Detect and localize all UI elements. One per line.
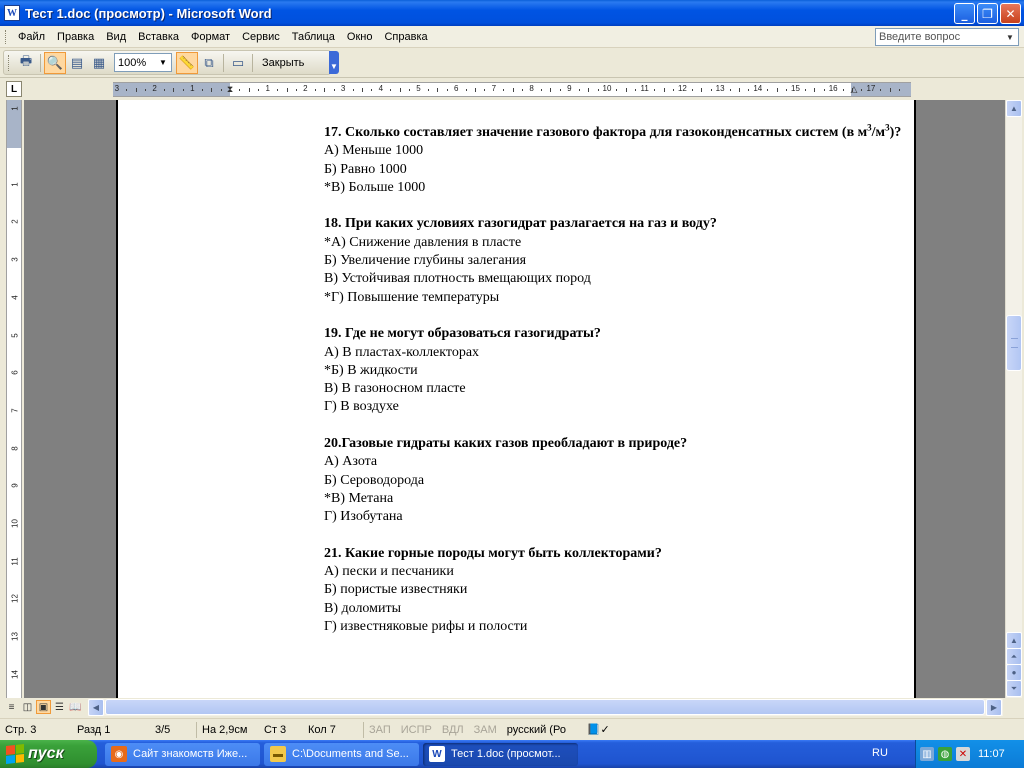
window-title: Тест 1.doc (просмотр) - Microsoft Word: [25, 5, 272, 21]
answer: *В) Метана: [324, 490, 394, 506]
window-controls: [954, 3, 1021, 24]
ruler-tick-mark: [296, 89, 297, 91]
ruler-tick-mark: [239, 89, 240, 91]
system-tray: [915, 740, 1024, 768]
ruler-tick-mark: [880, 89, 881, 91]
ruler-tick-mark: [767, 89, 768, 91]
paragraph-gap: [324, 197, 964, 215]
status-column: Кол 7: [308, 723, 336, 736]
menu-help[interactable]: Справка: [384, 30, 428, 43]
toolbar-separator: [223, 54, 224, 72]
ruler-tick-mark: [843, 89, 844, 91]
status-position: На 2,9см: [202, 723, 248, 736]
question-text: )?: [889, 125, 902, 140]
zoom-select[interactable]: [114, 53, 172, 72]
ruler-tick-mark: [211, 88, 212, 92]
answer: В) В газоносном пласте: [324, 381, 466, 397]
answer: Г) Изобутана: [324, 509, 403, 525]
answer: В) Устойчивая плотность вмещающих пород: [324, 271, 591, 287]
ruler-tick-mark: [400, 88, 401, 92]
close-window-button[interactable]: ✕: [1000, 3, 1021, 24]
ruler-tick-label: 11: [10, 557, 20, 566]
question-text: . При каких условиях газогидрат разлагается на газ и воду?: [338, 216, 717, 232]
clock: 11:07: [978, 748, 1005, 760]
print-icon[interactable]: 🖶: [19, 52, 33, 68]
answer: Б) Сероводорода: [324, 472, 425, 488]
ruler-tick-mark: [277, 89, 278, 91]
browse-object-icon[interactable]: ●: [1006, 664, 1022, 681]
ruler-tick-label: 12: [677, 84, 687, 93]
outline-view-icon[interactable]: ☰: [55, 701, 64, 713]
ruler-tick-mark: [739, 88, 740, 92]
question-number: 18: [324, 216, 338, 232]
network-disconnected-icon[interactable]: ✕: [956, 747, 970, 761]
print-view-icon[interactable]: ▣: [36, 700, 51, 714]
taskbar-item-firefox[interactable]: [105, 743, 260, 766]
ruler-tick-mark: [362, 88, 363, 92]
taskbar: [0, 740, 1024, 768]
horizontal-ruler[interactable]: [113, 82, 911, 97]
question-text: . Сколько составляет значение газового фактора для газоконденсатных систем (в м: [338, 125, 868, 140]
ruler-tick-mark: [626, 88, 627, 92]
status-extend[interactable]: ВДЛ: [441, 723, 464, 736]
ruler-tick-mark: [748, 89, 749, 91]
ruler-tick-mark: [324, 88, 325, 92]
web-view-icon[interactable]: ◫: [22, 701, 33, 713]
scroll-up-icon[interactable]: ▲: [1006, 100, 1022, 117]
ruler-tick-mark: [616, 89, 617, 91]
ruler-tick-mark: [447, 89, 448, 91]
vertical-ruler[interactable]: [6, 100, 22, 698]
ruler-tick-label: 2: [152, 84, 157, 93]
ruler-tick-mark: [522, 89, 523, 91]
superscript: 3: [867, 122, 872, 133]
answer: *Б) В жидкости: [324, 362, 418, 378]
ruler-tick-mark: [315, 89, 316, 91]
ruler-tick-label: 3: [114, 84, 120, 93]
paragraph-gap: [324, 307, 964, 325]
ruler-tick-label: 15: [791, 84, 800, 93]
ruler-tick-mark: [466, 89, 467, 91]
multiple-pages-icon[interactable]: ▦: [92, 54, 106, 70]
task-label: Сайт знакомств Иже...: [133, 748, 248, 760]
taskbar-item-word[interactable]: [423, 743, 578, 766]
view-buttons: [4, 700, 83, 714]
chevron-down-icon[interactable]: ▼: [159, 58, 167, 67]
menu-bar: [0, 26, 1024, 48]
question-18: [324, 215, 964, 233]
answer: *А) Снижение давления в пласте: [324, 234, 522, 250]
question-number: 19: [324, 326, 338, 342]
ruler-tick-mark: [711, 89, 712, 91]
answer: Б) Равно 1000: [324, 161, 407, 177]
answer: Б) Увеличение глубины залегания: [324, 253, 527, 269]
ruler-tick-mark: [126, 89, 127, 91]
question-number: 17: [324, 125, 338, 140]
toolbar-separator: [40, 54, 41, 72]
ruler-tick-label: 9: [10, 483, 20, 489]
tab-selector[interactable]: L: [6, 81, 22, 97]
ruler-tick-mark: [503, 89, 504, 91]
document-text[interactable]: [324, 124, 964, 636]
ruler-toggle-icon[interactable]: 📏: [176, 52, 198, 74]
ruler-tick-mark: [249, 88, 250, 92]
ruler-tick-mark: [334, 89, 335, 91]
ruler-tick-mark: [390, 89, 391, 91]
task-label: C:\Documents and Se...: [292, 748, 409, 760]
ruler-tick-mark: [484, 89, 485, 91]
scroll-up-icon[interactable]: ▲: [1006, 632, 1022, 649]
question-text: . Какие горные породы могут быть коллекторами?: [338, 545, 662, 561]
ruler-tick-mark: [635, 89, 636, 91]
firefox-icon: ◉: [111, 746, 127, 762]
question-text: .Газовые гидраты каких газов преобладают в природе?: [338, 436, 688, 452]
ruler-tick-label: 1: [265, 84, 270, 93]
ruler-tick-label: 7: [10, 408, 20, 413]
question-19: [324, 325, 964, 343]
ruler-tick-label: 2: [10, 219, 20, 225]
menu-grip[interactable]: [5, 30, 8, 44]
single-page-icon[interactable]: ▤: [70, 54, 84, 70]
question-text: /м: [871, 125, 886, 140]
ruler-tick-mark: [664, 88, 665, 92]
ruler-tick-mark: [560, 89, 561, 91]
question-21: [324, 545, 964, 563]
superscript: 3: [885, 122, 890, 133]
ruler-tick-label: 9: [567, 84, 572, 93]
document-area[interactable]: [24, 100, 1005, 698]
ruler-tick-mark: [579, 89, 580, 91]
minimize-button[interactable]: _: [954, 3, 975, 24]
reading-view-icon[interactable]: 📖: [69, 701, 82, 713]
answer: *В) Больше 1000: [324, 179, 426, 195]
help-search-input[interactable]: [875, 28, 1019, 46]
ruler-tick-label: 13: [715, 84, 725, 93]
status-section: Разд 1: [77, 723, 111, 736]
task-label: Тест 1.doc (просмот...: [451, 748, 561, 760]
ruler-tick-label: 3: [340, 84, 346, 93]
maximize-button[interactable]: ❐: [977, 3, 998, 24]
ruler-tick-mark: [164, 89, 165, 91]
ruler-tick-mark: [258, 89, 259, 91]
status-pages: 3/5: [155, 723, 171, 736]
ruler-tick-mark: [173, 88, 174, 92]
ruler-tick-mark: [805, 89, 806, 91]
vertical-scrollbar[interactable]: [1005, 100, 1022, 698]
ruler-tick-label: 16: [828, 84, 838, 93]
toolbar-grip[interactable]: [8, 55, 11, 71]
ruler-tick-label: 11: [640, 84, 649, 93]
ruler-tick-mark: [588, 88, 589, 92]
question-17: [324, 124, 964, 142]
prev-page-icon[interactable]: ⏶: [1006, 648, 1022, 665]
status-language[interactable]: русский (Ро: [506, 723, 566, 736]
ruler-tick-mark: [814, 88, 815, 92]
vertical-scroll-thumb[interactable]: [1006, 315, 1022, 371]
print-preview-toolbar: [0, 48, 1024, 78]
ruler-tick-label: 17: [866, 84, 876, 93]
ruler-tick-mark: [692, 89, 693, 91]
ruler-tick-mark: [287, 88, 288, 92]
horizontal-scroll-thumb[interactable]: [105, 699, 985, 715]
menu-table[interactable]: Таблица: [291, 30, 335, 43]
word-doc-icon: W: [429, 746, 445, 762]
menu-window[interactable]: Окно: [346, 30, 373, 43]
next-page-icon[interactable]: ⏷: [1006, 680, 1022, 697]
folder-icon: ▬: [270, 746, 286, 762]
ruler-tick-mark: [673, 89, 674, 91]
toolbar-strip: [3, 50, 338, 75]
ruler-left-margin: [113, 83, 230, 96]
ruler-tick-label: 12: [10, 594, 20, 604]
ruler-tick-label: 8: [529, 84, 534, 93]
taskbar-item-folder[interactable]: [264, 743, 419, 766]
page[interactable]: [116, 100, 916, 698]
ruler-tick-label: 10: [10, 519, 20, 528]
chevron-down-icon[interactable]: ▼: [1006, 32, 1014, 42]
ruler-tick-mark: [730, 89, 731, 91]
full-screen-icon[interactable]: ▭: [231, 54, 245, 70]
ruler-tick-mark: [899, 89, 900, 91]
start-button[interactable]: [0, 740, 97, 768]
paragraph-gap: [324, 527, 964, 545]
close-preview-button[interactable]: Закрыть: [262, 56, 305, 69]
ruler-tick-label: 1: [10, 106, 20, 112]
ruler-tick-mark: [824, 89, 825, 91]
antivirus-icon[interactable]: ◍: [938, 747, 952, 761]
question-text: . Где не могут образоваться газогидраты?: [338, 326, 601, 342]
view-and-scroll-row: [0, 698, 1024, 716]
ruler-tick-label: 14: [753, 84, 763, 93]
ruler-tick-mark: [136, 88, 137, 92]
ruler-tick-label: 2: [303, 84, 308, 93]
spelling-check-icon[interactable]: 📘✓: [586, 724, 610, 736]
scroll-right-icon[interactable]: ▶: [986, 699, 1002, 716]
answer: Б) пористые известняки: [324, 582, 468, 598]
language-indicator[interactable]: RU: [872, 747, 888, 759]
paragraph-gap: [324, 417, 964, 435]
question-20: [324, 435, 964, 453]
menu-tools[interactable]: Сервис: [242, 30, 280, 43]
zoom-value: 100%: [118, 56, 147, 69]
question-number: 21: [324, 545, 338, 561]
ruler-tick-label: 13: [10, 632, 20, 642]
ruler-tick-mark: [786, 89, 787, 91]
ruler-tick-label: 6: [453, 84, 459, 93]
ruler-tick-mark: [475, 88, 476, 92]
question-number: 20: [324, 436, 338, 452]
status-bar: [0, 718, 1024, 740]
status-overtype[interactable]: ЗАМ: [473, 723, 497, 736]
toolbar-separator: [252, 54, 253, 72]
network-icon[interactable]: ▥: [920, 747, 934, 761]
status-line: Ст 3: [264, 723, 287, 736]
answer: Г) известняковые рифы и полости: [324, 619, 528, 635]
ruler-tick-label: 1: [10, 181, 20, 187]
ruler-tick-label: 7: [491, 84, 497, 93]
ruler-tick-mark: [437, 88, 438, 92]
answer: А) пески и песчаники: [324, 564, 454, 580]
magnifier-icon[interactable]: 🔍: [44, 52, 66, 74]
menu-file[interactable]: Файл: [18, 30, 46, 43]
answer: А) В пластах-коллекторах: [324, 344, 480, 360]
ruler-tick-mark: [513, 88, 514, 92]
ruler-tick-mark: [202, 89, 203, 91]
ruler-tick-mark: [701, 88, 702, 92]
answer: В) доломиты: [324, 600, 402, 616]
word-doc-icon[interactable]: W: [4, 5, 20, 21]
ruler-tick-label: 3: [10, 257, 20, 262]
answer: А) Азота: [324, 454, 378, 470]
ruler-tick-mark: [550, 88, 551, 92]
menu-insert[interactable]: Вставка: [138, 30, 180, 43]
start-label: пуск: [28, 745, 64, 762]
right-indent-marker[interactable]: △: [850, 84, 858, 94]
status-track-changes[interactable]: ИСПР: [400, 723, 432, 736]
answer: А) Меньше 1000: [324, 143, 424, 159]
ruler-tick-mark: [890, 88, 891, 92]
ruler-tick-label: 1: [190, 84, 195, 93]
toolbar-options-icon[interactable]: ▼: [329, 51, 339, 74]
ruler-tick-mark: [409, 89, 410, 91]
windows-logo-icon: [6, 744, 24, 764]
ruler-tick-mark: [183, 89, 184, 91]
scroll-left-icon[interactable]: ◀: [88, 699, 104, 716]
shrink-to-fit-icon[interactable]: ⧉: [204, 54, 214, 70]
status-page: Стр. 3: [5, 723, 37, 736]
ruler-tick-mark: [371, 89, 372, 91]
title-bar: [0, 0, 1024, 26]
menu-edit[interactable]: Правка: [57, 30, 95, 43]
ruler-tick-mark: [541, 89, 542, 91]
menu-format[interactable]: Формат: [191, 30, 231, 43]
status-record[interactable]: ЗАП: [369, 723, 391, 736]
ruler-tick-label: 6: [10, 370, 20, 375]
left-indent-marker[interactable]: ⧗: [226, 84, 234, 94]
ruler-tick-mark: [221, 89, 222, 91]
ruler-tick-label: 8: [10, 445, 20, 451]
ruler-tick-mark: [598, 89, 599, 91]
ruler-tick-mark: [861, 89, 862, 91]
ruler-tick-mark: [428, 89, 429, 91]
ruler-tick-label: 4: [378, 84, 384, 93]
ruler-tick-mark: [654, 89, 655, 91]
ruler-tick-mark: [353, 89, 354, 91]
ruler-tick-mark: [145, 89, 146, 91]
answer: Г) В воздухе: [324, 399, 399, 415]
help-search-placeholder: Введите вопрос: [879, 31, 961, 43]
menu-view[interactable]: Вид: [106, 30, 127, 43]
ruler-tick-label: 10: [602, 84, 612, 93]
ruler-tick-label: 5: [416, 84, 421, 93]
normal-view-icon[interactable]: ≡: [8, 701, 15, 713]
ruler-tick-mark: [777, 88, 778, 92]
ruler-tick-label: 5: [10, 332, 20, 338]
horizontal-scrollbar[interactable]: [88, 699, 1003, 716]
answer: *Г) Повышение температуры: [324, 289, 500, 305]
ruler-tick-label: 4: [10, 295, 20, 300]
ruler-tick-label: 14: [10, 669, 20, 679]
